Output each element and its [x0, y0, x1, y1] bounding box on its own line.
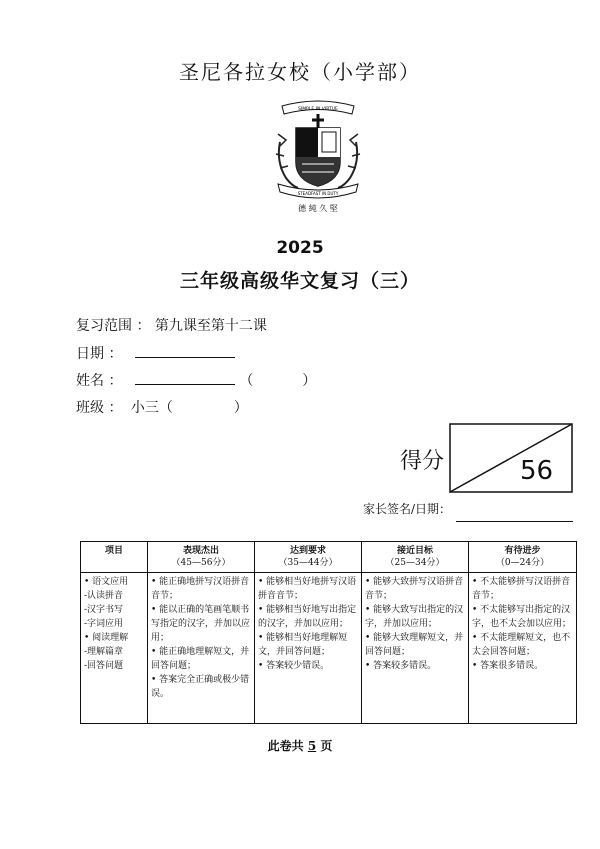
- rubric-item: • 语文应用: [84, 577, 129, 587]
- rubric-criterion: • 答案较多错误。: [365, 661, 437, 671]
- rubric-criterion: • 能够大致理解短文，并回答问题；: [365, 633, 464, 657]
- rubric-header-title: 接近目标: [396, 546, 433, 556]
- name-number-close: ）: [302, 373, 317, 389]
- rubric-body-row: [81, 573, 577, 724]
- score-value: 56: [520, 456, 554, 486]
- class-value: 小三（: [130, 400, 173, 416]
- rubric-item: -回答问题: [84, 661, 124, 671]
- parent-sign-label: 家长签名/日期：: [363, 502, 452, 516]
- page-count-number: 5: [307, 739, 317, 753]
- rubric-criteria-cell: [362, 573, 469, 724]
- rubric-item: -字词应用: [84, 619, 124, 629]
- exam-title: 三年级高级华文复习（三）: [179, 270, 420, 292]
- rubric-header-range: （25—34分）: [385, 558, 445, 568]
- rubric-header: [81, 542, 148, 573]
- rubric-header-title: 项目: [104, 546, 123, 556]
- parent-sign-field[interactable]: [456, 521, 573, 522]
- rubric-criteria-cell: [148, 573, 255, 724]
- rubric-table: [80, 541, 577, 724]
- name-field[interactable]: [135, 370, 235, 385]
- rubric-criterion: • 能够大致拼写汉语拼音音节；: [365, 577, 464, 601]
- rubric-header-range: （0—24分）: [495, 558, 550, 568]
- scope-row: [76, 315, 267, 335]
- exam-year: 2025: [276, 238, 324, 258]
- rubric-criterion: • 能以正确的笔画笔顺书写指定的汉字，并加以应用；: [151, 605, 251, 643]
- rubric-criterion: • 不太能理解短文，也不太会回答问题；: [472, 633, 571, 657]
- rubric-header-range: （45—56分）: [171, 558, 231, 568]
- rubric-items-cell: [81, 573, 148, 724]
- name-label: 姓名 ：: [76, 373, 123, 389]
- svg-text:SIMPLE IN VIRTUE: SIMPLE IN VIRTUE: [298, 107, 338, 112]
- rubric-item: -理解篇章: [84, 647, 124, 657]
- score-label: 得分: [400, 449, 445, 474]
- rubric-criterion: • 不太能够拼写汉语拼音音节；: [472, 577, 571, 601]
- rubric-criterion: • 答案较少错误。: [258, 661, 330, 671]
- rubric-criterion: • 能够相当好地写出指定的汉字，并加以应用；: [258, 605, 357, 629]
- school-crest-logo: [272, 92, 364, 214]
- date-field[interactable]: [135, 343, 235, 358]
- rubric-criteria-cell: [255, 573, 362, 724]
- rubric-header: [255, 542, 362, 573]
- rubric-item: -汉字书写: [84, 605, 124, 615]
- rubric-header: [469, 542, 577, 573]
- rubric-criterion: • 答案完全正确或极少错误。: [151, 675, 250, 699]
- page-count-suffix: 页: [320, 739, 333, 753]
- class-row: [76, 397, 248, 417]
- score-box: [449, 423, 573, 493]
- rubric-criterion: • 能够大致写出指定的汉字，并加以应用；: [365, 605, 464, 629]
- rubric-header-range: （35—44分）: [278, 558, 338, 568]
- rubric-header: [148, 542, 255, 573]
- rubric-criterion: • 能够相当好地理解短文，并回答问题；: [258, 633, 348, 657]
- rubric-header-row: [81, 542, 577, 573]
- rubric-criterion: • 能够相当好地拼写汉语拼音音节；: [258, 577, 357, 601]
- page-count: [0, 737, 600, 754]
- name-number-open: （: [239, 373, 254, 389]
- rubric-item: • 阅读理解: [84, 633, 129, 643]
- rubric-criterion: • 能正确地拼写汉语拼音音节；: [151, 577, 250, 601]
- class-label: 班级 ：: [76, 400, 123, 416]
- name-row: [76, 370, 316, 390]
- rubric-criterion: • 答案很多错误。: [472, 661, 544, 671]
- page-count-prefix: 此卷共: [267, 739, 304, 753]
- svg-text:德 純 久 堅: 德 純 久 堅: [298, 204, 338, 213]
- date-label: 日期 ：: [76, 346, 123, 362]
- rubric-header: [362, 542, 469, 573]
- svg-text:STEADFAST IN DUTY: STEADFAST IN DUTY: [297, 191, 339, 196]
- rubric-criteria-cell: [469, 573, 577, 724]
- rubric-header-title: 表现杰出: [182, 546, 219, 556]
- scope-label: 复习范围 ：: [76, 318, 151, 334]
- date-row: [76, 343, 235, 363]
- rubric-criterion: • 不太能够写出指定的汉字，也不太会加以应用；: [472, 605, 572, 629]
- school-name: 圣尼各拉女校（小学部）: [179, 60, 421, 84]
- rubric-header-title: 达到要求: [289, 546, 326, 556]
- rubric-criterion: • 能正确地理解短文，并回答问题；: [151, 647, 250, 671]
- scope-value: 第九课至第十二课: [154, 318, 267, 334]
- class-close: ）: [233, 400, 248, 416]
- rubric-item: -认读拼音: [84, 591, 124, 601]
- rubric-header-title: 有待进步: [504, 546, 541, 556]
